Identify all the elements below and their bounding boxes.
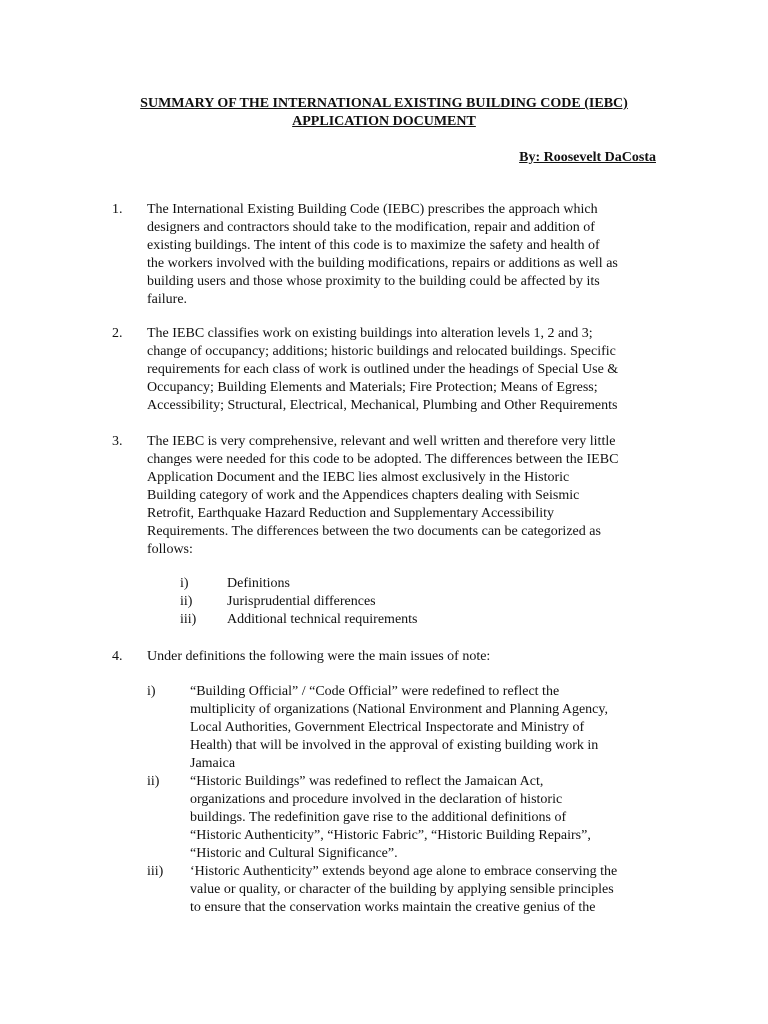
paragraph-2-line: Accessibility; Structural, Electrical, Mechanical, Plumbing and Other Requirements bbox=[147, 398, 618, 413]
definition-line: Jamaica bbox=[190, 756, 236, 771]
definition-line: multiplicity of organizations (National Environment and Planning Agency, bbox=[190, 702, 608, 717]
paragraph-1-line: The International Existing Building Code (IEBC) prescribes the approach which bbox=[147, 202, 598, 217]
paragraph-3-line: Application Document and the IEBC lies almost exclusively in the Historic bbox=[147, 470, 570, 485]
list-item-number: i) bbox=[180, 576, 189, 591]
paragraph-1-line: failure. bbox=[147, 292, 188, 307]
list-item-text: Additional technical requirements bbox=[227, 612, 418, 627]
definition-line: “Historic and Cultural Significance”. bbox=[190, 846, 398, 861]
paragraph-4-line: Under definitions the following were the main issues of note: bbox=[147, 649, 491, 664]
paragraph-2 bbox=[147, 325, 662, 415]
paragraph-2-line: The IEBC classifies work on existing buildings into alteration levels 1, 2 and 3; bbox=[147, 326, 593, 341]
paragraph-1-line: building users and those whose proximity to the building could be affected by its bbox=[147, 274, 600, 289]
paragraph-3-line: Retrofit, Earthquake Hazard Reduction and Supplementary Accessibility bbox=[147, 506, 555, 521]
paragraph-3-line: follows: bbox=[147, 542, 193, 557]
definition-line: value or quality, or character of the building by applying sensible principles bbox=[190, 882, 614, 897]
paragraph-4-number: 4. bbox=[112, 649, 123, 664]
document-title-line-2: APPLICATION DOCUMENT bbox=[292, 114, 476, 129]
document-title-line-1: SUMMARY OF THE INTERNATIONAL EXISTING BUILDING CODE (IEBC) bbox=[140, 96, 628, 111]
definition-line: “Building Official” / “Code Official” were redefined to reflect the bbox=[190, 684, 560, 699]
list-item-text: Definitions bbox=[227, 576, 290, 591]
paragraph-3-line: Building category of work and the Appendices chapters dealing with Seismic bbox=[147, 488, 580, 503]
paragraph-1 bbox=[147, 201, 662, 309]
definition-line: buildings. The redefinition gave rise to the additional definitions of bbox=[190, 810, 567, 825]
paragraph-1-line: existing buildings. The intent of this code is to maximize the safety and health of bbox=[147, 238, 600, 253]
definition-line: organizations and procedure involved in the declaration of historic bbox=[190, 792, 563, 807]
paragraph-2-line: change of occupancy; additions; historic buildings and relocated buildings. Specific bbox=[147, 344, 616, 359]
paragraph-1-line: the workers involved with the building modifications, repairs or additions as well as bbox=[147, 256, 618, 271]
definition-line: ‘Historic Authenticity” extends beyond age alone to embrace conserving the bbox=[190, 864, 618, 879]
author-line: By: Roosevelt DaCosta bbox=[519, 150, 656, 165]
definition-item bbox=[190, 863, 617, 917]
definition-item bbox=[190, 773, 591, 863]
paragraph-1-line: designers and contractors should take to the modification, repair and addition of bbox=[147, 220, 595, 235]
paragraph-1-number: 1. bbox=[112, 202, 123, 217]
paragraph-2-line: Occupancy; Building Elements and Materials; Fire Protection; Means of Egress; bbox=[147, 380, 598, 395]
definition-number: ii) bbox=[147, 774, 160, 789]
definition-line: to ensure that the conservation works maintain the creative genius of the bbox=[190, 900, 596, 915]
paragraph-2-line: requirements for each class of work is outlined under the headings of Special Use & bbox=[147, 362, 619, 377]
list-item-text: Jurisprudential differences bbox=[227, 594, 376, 609]
paragraph-3-line: The IEBC is very comprehensive, relevant and well written and therefore very little bbox=[147, 434, 616, 449]
paragraph-3 bbox=[147, 433, 662, 559]
definition-number: i) bbox=[147, 684, 156, 699]
definition-item bbox=[190, 683, 608, 773]
paragraph-3-line: changes were needed for this code to be adopted. The differences between the IEBC bbox=[147, 452, 619, 467]
paragraph-3-number: 3. bbox=[112, 434, 123, 449]
list-item-number: iii) bbox=[180, 612, 197, 627]
definition-line: Local Authorities, Government Electrical Inspectorate and Ministry of bbox=[190, 720, 585, 735]
definition-line: “Historic Authenticity”, “Historic Fabric”, “Historic Building Repairs”, bbox=[190, 828, 591, 843]
paragraph-2-number: 2. bbox=[112, 326, 123, 341]
definition-line: Health) that will be involved in the approval of existing building work in bbox=[190, 738, 599, 753]
paragraph-3-line: Requirements. The differences between the two documents can be categorized as bbox=[147, 524, 601, 539]
definition-line: “Historic Buildings” was redefined to reflect the Jamaican Act, bbox=[190, 774, 544, 789]
definition-number: iii) bbox=[147, 864, 164, 879]
paragraph-4 bbox=[147, 648, 662, 666]
list-item-number: ii) bbox=[180, 594, 193, 609]
